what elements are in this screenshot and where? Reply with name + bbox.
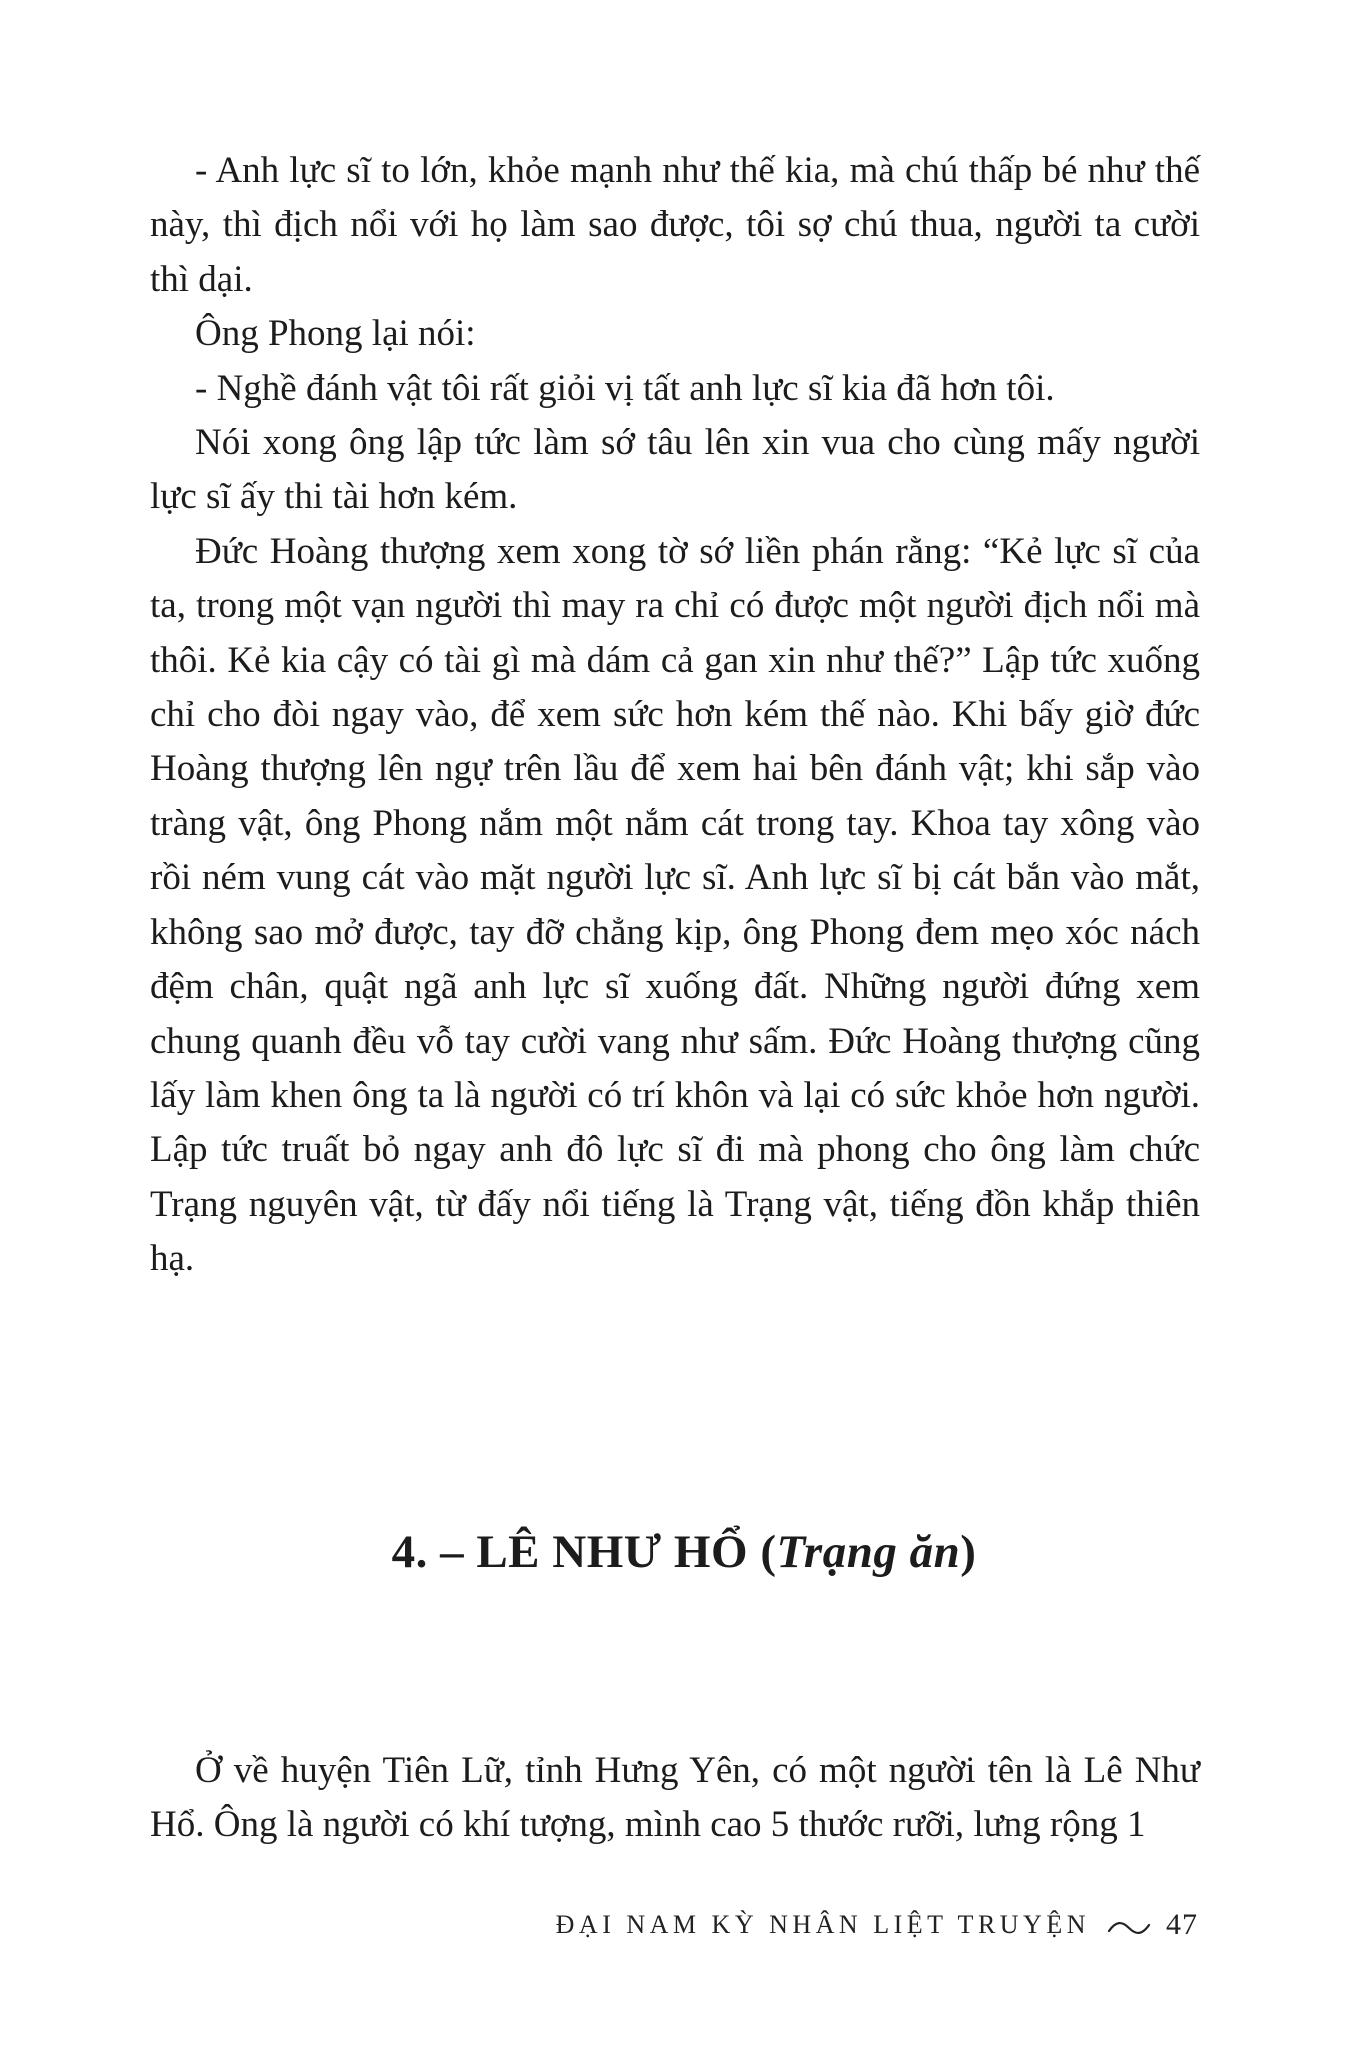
- paragraph: - Nghề đánh vật tôi rất giỏi vị tất anh lực sĩ kia đã hơn tôi.: [195, 367, 1055, 409]
- paragraph: Ông Phong lại nói:: [195, 313, 476, 355]
- paragraph: Nói xong ông lập tức làm sớ tâu lên xin vua cho cùng mấy người lực sĩ ấy thi tài hơn kém.: [150, 422, 1200, 518]
- page-footer: [556, 1908, 1198, 1942]
- body-text: [150, 144, 1200, 1287]
- chapter-title: LÊ NHƯ HỔ: [476, 1526, 749, 1578]
- chapter-body-text: [150, 1744, 1200, 1853]
- paragraph: - Anh lực sĩ to lớn, khỏe mạnh như thế kia, mà chú thấp bé như thế này, thì địch nổi với họ làm sao được, tôi sợ chú thua, người ta cười thì dại.: [150, 150, 1200, 300]
- paragraph: Đức Hoàng thượng xem xong tờ sớ liền phán rằng: “Kẻ lực sĩ của ta, trong một vạn người thì may ra chỉ có được một người địch nổi mà thôi. Kẻ kia cậy có tài gì mà dám cả gan xin như thế?” Lập tức xuống chỉ cho đòi ngay vào, để xem sức hơn kém thế nào. Khi bấy giờ đức Hoàng thượng lên ngự trên lầu để xem hai bên đánh vật; khi sắp vào tràng vật, ông Phong nắm một nắm cát trong tay. Khoa tay xông vào rồi ném vung cát vào mặt người lực sĩ. Anh lực sĩ bị cát bắn vào mắt, không sao mở được, tay đỡ chẳng kịp, ông Phong đem mẹo xóc nách đệm chân, quật ngã anh lực sĩ xuống đất. Những người đứng xem chung quanh đều vỗ tay cười vang như sấm. Đức Hoàng thượng cũng lấy làm khen ông ta là người có trí khôn và lại có sức khỏe hơn người. Lập tức truất bỏ ngay anh đô lực sĩ đi mà phong cho ông làm chức Trạng nguyên vật, từ đấy nổi tiếng là Trạng vật, tiếng đồn khắp thiên hạ.: [150, 530, 1200, 1280]
- chapter-number: 4. –: [391, 1526, 465, 1578]
- chapter-heading: [0, 1522, 1368, 1582]
- chapter-close-paren: ): [960, 1526, 977, 1578]
- running-book-title: ĐẠI NAM KỲ NHÂN LIỆT TRUYỆN: [555, 1910, 1090, 1939]
- chapter-subtitle: Trạng ăn: [776, 1526, 961, 1578]
- chapter-open-paren: (: [760, 1526, 777, 1578]
- page-number: 47: [1166, 1908, 1198, 1941]
- paragraph: Ở về huyện Tiên Lữ, tỉnh Hưng Yên, có một người tên là Lê Như Hổ. Ông là người có khí tượng, mình cao 5 thước rưỡi, lưng rộng 1: [150, 1750, 1200, 1846]
- tilde-ornament-icon: [1106, 1915, 1152, 1935]
